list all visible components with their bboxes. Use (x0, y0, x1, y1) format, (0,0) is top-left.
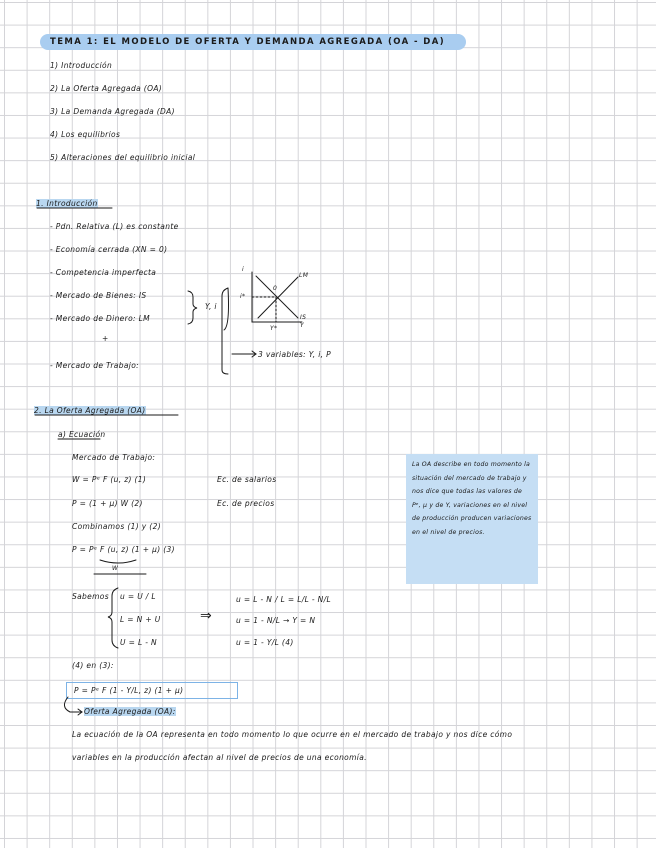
graph-dash (252, 297, 276, 322)
intro-item: - Economía cerrada (XN = 0) (50, 245, 168, 254)
intro-item: - Pdn. Relativa (L) es constante (50, 222, 179, 231)
index-item-5: 5) Alteraciones del equilibrio inicial (50, 153, 196, 162)
result-eq-2: u = 1 - N/L → Y = N (236, 616, 316, 625)
intro-item: - Mercado de Dinero: LM (50, 314, 150, 323)
equation-1: W = Pᵉ F (u, z) (1) (72, 475, 147, 484)
side-note: La OA describe en todo momento la situación del mercado de trabajo y nos dice que todas las valores de Pᵉ, μ y de Y, variaciones en el nivel de producción producen variaciones en el nivel de precios. (406, 454, 538, 584)
intro-plus: + (102, 334, 109, 343)
paragraph-line-1: La ecuación de la OA representa en todo momento lo que ocurre en el mercado de trabajo y nos dice cómo (72, 730, 513, 739)
system-eq-3: U = L - N (120, 638, 157, 647)
sabemos-label: Sabemos (72, 592, 109, 601)
graph-is-label: IS (300, 314, 307, 321)
boxed-equation: P = Pᵉ F (1 - Y/L, z) (1 + μ) (74, 686, 184, 695)
substitution-label: (4) en (3): (72, 661, 114, 670)
brace-is-lm (188, 291, 197, 324)
combine-text: Combinamos (1) y (2) (72, 522, 161, 531)
result-eq-1: u = L - N / L = L/L - N/L (236, 595, 332, 604)
eq3-brace (100, 560, 136, 563)
graph-y-axis-label: i (242, 266, 245, 273)
mercado-label: Mercado de Trabajo: (72, 453, 156, 462)
equation-2-label: Ec. de precios (217, 499, 275, 508)
arrow-result: 3 variables: Y, i, P (258, 350, 331, 359)
graph-lm-label: LM (299, 272, 309, 279)
graph-eq-i-label: i* (240, 293, 246, 300)
paragraph-line-2: variables en la producción afectan al nivel de precios de una economía. (72, 753, 367, 762)
section-heading-intro: 1. Introducción (36, 199, 98, 208)
subheading-ecuacion: a) Ecuación (58, 430, 106, 439)
equation-2: P = (1 + μ) W (2) (72, 499, 143, 508)
bracket-join (224, 288, 229, 330)
system-eq-1: u = U / L (120, 592, 156, 601)
equation-3: P = Pᵉ F (u, z) (1 + μ) (3) (72, 545, 175, 554)
curve-label: Oferta Agregada (OA): (84, 707, 176, 716)
section-heading-oa: 2. La Oferta Agregada (OA) (34, 406, 146, 415)
graph-eq-y-label: Y* (270, 325, 278, 332)
result-eq-3: u = 1 - Y/L (4) (236, 638, 294, 647)
graph-x-axis-label: Y (300, 322, 305, 329)
page-title: TEMA 1: EL MODELO DE OFERTA Y DEMANDA AGREGADA (OA - DA) (40, 34, 466, 50)
intro-item: - Mercado de Bienes: IS (50, 291, 147, 300)
index-item-1: 1) Introducción (50, 61, 113, 70)
graph-eq-point: 0 (273, 285, 278, 292)
intro-item: - Mercado de Trabajo: (50, 361, 140, 370)
intro-item: - Competencia imperfecta (50, 268, 157, 277)
index-item-3: 3) La Demanda Agregada (DA) (50, 107, 175, 116)
bracket-label: Y, i (205, 302, 217, 311)
equation-3-under: W (112, 565, 119, 572)
index-item-2: 2) La Oferta Agregada (OA) (50, 84, 163, 93)
system-eq-2: L = N + U (120, 615, 161, 624)
system-brace (108, 588, 118, 648)
index-item-4: 4) Los equilibrios (50, 130, 121, 139)
bracket-left (222, 288, 228, 374)
implies-arrow: ⇒ (200, 608, 212, 624)
equation-1-label: Ec. de salarios (217, 475, 277, 484)
